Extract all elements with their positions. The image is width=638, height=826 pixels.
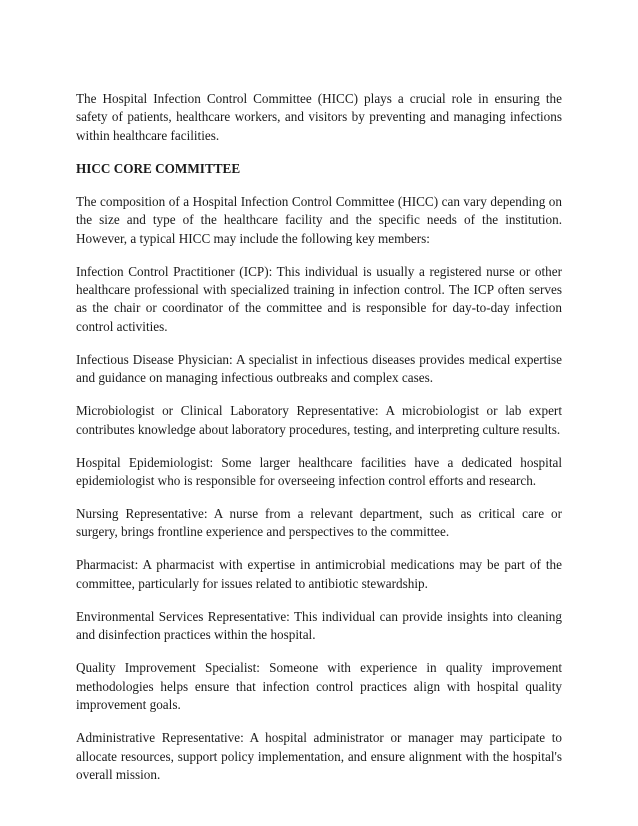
- member-administrative-paragraph: Administrative Representative: A hospital administrator or manager may participate to allocate resources, support policy implementation, and ensure alignment with the hospital's overall mission.: [76, 730, 562, 782]
- member-nursing-paragraph: Nursing Representative: A nurse from a relevant department, such as critical care or surgery, brings frontline experience and perspectives to the committee.: [76, 506, 562, 540]
- member-pharmacist-paragraph: Pharmacist: A pharmacist with expertise in antimicrobial medications may be part of the committee, particularly for issues related to antibiotic stewardship.: [76, 557, 562, 591]
- section-heading: HICC CORE COMMITTEE: [76, 160, 241, 176]
- composition-paragraph: The composition of a Hospital Infection Control Committee (HICC) can vary depending on the size and type of the healthcare facility and the specific needs of the institution. However, a typical HICC may include the following key members:: [76, 193, 562, 246]
- member-icp-paragraph: Infection Control Practitioner (ICP): This individual is usually a registered nurse or other healthcare professional with specialized training in infection control. The ICP often serves as the chair or coordinator of the committee and is responsible for day-to-day infection control activities.: [76, 263, 562, 334]
- member-microbiologist-paragraph: Microbiologist or Clinical Laboratory Representative: A microbiologist or lab expert contributes knowledge about laboratory procedures, testing, and interpreting culture results.: [76, 403, 562, 437]
- document-page: [76, 90, 562, 799]
- member-epidemiologist-paragraph: Hospital Epidemiologist: Some larger healthcare facilities have a dedicated hospital epidemiologist who is responsible for overseeing infection control efforts and research.: [76, 454, 562, 489]
- member-quality-paragraph: Quality Improvement Specialist: Someone with experience in quality improvement methodologies helps ensure that infection control practices align with hospital quality improvement goals.: [76, 660, 562, 713]
- member-id-physician-paragraph: Infectious Disease Physician: A specialist in infectious diseases provides medical expertise and guidance on managing infectious outbreaks and complex cases.: [76, 351, 562, 386]
- intro-paragraph: The Hospital Infection Control Committee (HICC) plays a crucial role in ensuring the safety of patients, healthcare workers, and visitors by preventing and managing infections within healthcare facilities.: [76, 91, 562, 143]
- member-environmental-paragraph: Environmental Services Representative: This individual can provide insights into cleaning and disinfection practices within the hospital.: [76, 608, 562, 643]
